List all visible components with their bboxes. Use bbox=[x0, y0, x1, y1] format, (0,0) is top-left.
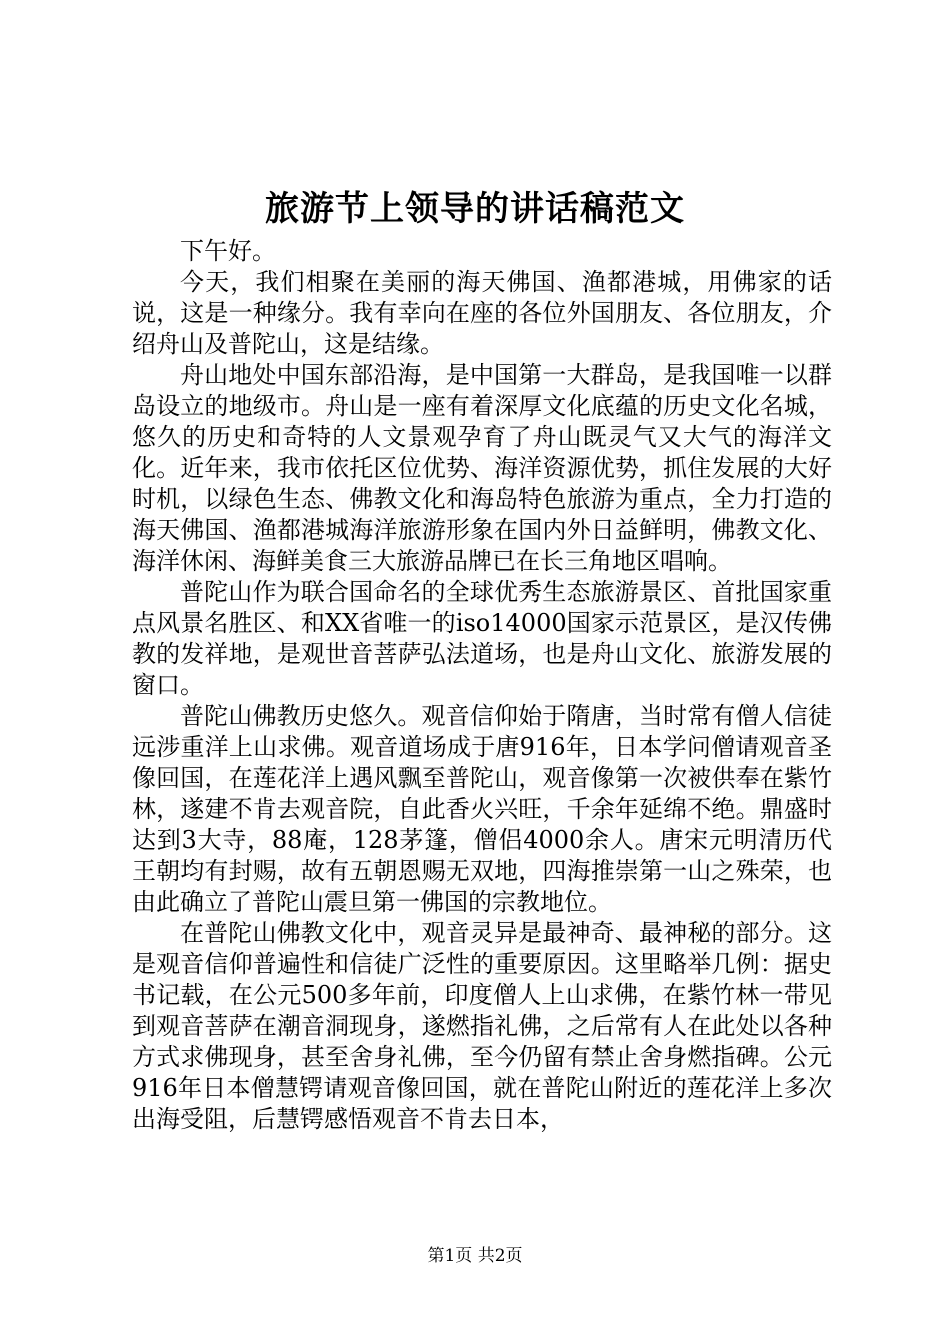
paragraph-history: 普陀山佛教历史悠久。观音信仰始于隋唐，当时常有僧人信徒远涉重洋上山求佛。观音道场成于唐916年，日本学问僧请观音圣像回国，在莲花洋上遇风飘至普陀山，观音像第一次被供奉在紫竹林，遂建不肯去观音院，自此香火兴旺，千余年延绵不绝。鼎盛时达到3大寺，88庵，128茅篷，僧侣4000余人。唐宋元明清历代王朝均有封赐，故有五朝恩赐无双地，四海推崇第一山之殊荣，也由此确立了普陀山震旦第一佛国的宗教地位。 bbox=[132, 702, 832, 916]
document-body bbox=[132, 236, 832, 1135]
paragraph-intro: 今天，我们相聚在美丽的海天佛国、渔都港城，用佛家的话说，这是一种缘分。我有幸向在座的各位外国朋友、各位朋友，介绍舟山及普陀山，这是结缘。 bbox=[132, 268, 832, 358]
paragraph-putuoshan: 普陀山作为联合国命名的全球优秀生态旅游景区、首批国家重点风景名胜区、和XX省唯一的iso14000国家示范景区，是汉传佛教的发祥地，是观世音菩萨弘法道场，也是舟山文化、旅游发展的窗口。 bbox=[132, 578, 832, 699]
document-title: 旅游节上领导的讲话稿范文 bbox=[265, 189, 685, 229]
paragraph-greeting: 下午好。 bbox=[180, 237, 276, 265]
paragraph-zhoushan: 舟山地处中国东部沿海，是中国第一大群岛，是我国唯一以群岛设立的地级市。舟山是一座有着深厚文化底蕴的历史文化名城，悠久的历史和奇特的人文景观孕育了舟山既灵气又大气的海洋文化。近年来，我市依托区位优势、海洋资源优势，抓住发展的大好时机，以绿色生态、佛教文化和海岛特色旅游为重点，全力打造的海天佛国、渔都港城海洋旅游形象在国内外日益鲜明，佛教文化、海洋休闲、海鲜美食三大旅游品牌已在长三角地区唱响。 bbox=[132, 361, 832, 575]
page-number-footer: 第1页 共2页 bbox=[427, 1246, 523, 1266]
paragraph-guanyin: 在普陀山佛教文化中，观音灵异是最神奇、最神秘的部分。这是观音信仰普遍性和信徒广泛性的重要原因。这里略举几例：据史书记载，在公元500多年前，印度僧人上山求佛，在紫竹林一带见到观音菩萨在潮音洞现身，遂燃指礼佛，之后常有人在此处以各种方式求佛现身，甚至舍身礼佛，至今仍留有禁止舍身燃指碑。公元916年日本僧慧锷请观音像回国，就在普陀山附近的莲花洋上多次出海受阻，后慧锷感悟观音不肯去日本， bbox=[132, 919, 832, 1133]
